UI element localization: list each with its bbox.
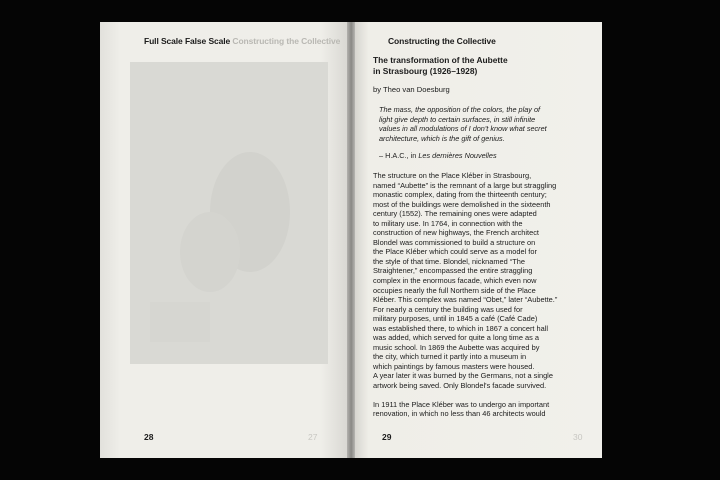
paragraph (373, 171, 583, 391)
quote-line: architecture, which is the gift of genius. (379, 133, 505, 143)
left-folio-ghost: 27 (308, 432, 318, 442)
text-line: was established there, to which in 1867 a concert hall (373, 323, 549, 333)
left-running-head: Full Scale False Scale Constructing the Collective (144, 36, 341, 46)
paragraph (373, 400, 583, 419)
open-book (100, 22, 602, 458)
quote-line: values in all modulations of I don't know what secret (379, 124, 547, 134)
text-line: military purposes, until in 1845 a café (Café Cade) (373, 314, 538, 324)
text-line: In 1911 the Place Kléber was to undergo an important (373, 399, 550, 409)
text-line: the city, which turned it partly into a museum in (373, 352, 527, 362)
book-gutter (347, 22, 355, 458)
text-line: renovation, in which no less than 46 architects would (373, 409, 546, 419)
text-line: was added, which served for quite a long time as a (373, 333, 539, 343)
text-line: named “Aubette” is the remnant of a large but straggling (373, 180, 557, 190)
text-line: Blondel was commissioned to build a structure on (373, 237, 536, 247)
article-title (373, 55, 583, 76)
quote-line: The mass, the opposition of the colors, the play of (379, 105, 541, 114)
faded-photograph-art (130, 62, 328, 364)
attribution-source: Les dernières Nouvelles (418, 151, 497, 161)
right-page (351, 22, 602, 458)
text-line: music school. In 1869 the Aubette was acquired by (373, 342, 540, 352)
left-folio: 28 (144, 432, 154, 442)
faded-photograph (130, 62, 328, 364)
text-line: The structure on the Place Kléber in Strasbourg, (373, 170, 532, 180)
left-page (100, 22, 351, 458)
right-folio-ghost: 30 (573, 432, 583, 442)
quote-line: light give depth to certain surfaces, in still infinite (379, 114, 536, 124)
right-folio: 29 (382, 432, 392, 442)
text-line: A year later it was burned by the Germans, not a single (373, 371, 553, 381)
left-running-head-ghost: Constructing the Collective (232, 36, 341, 46)
text-line: Straightener,” encompassed the entire straggling (373, 266, 533, 276)
article (373, 55, 583, 419)
text-line: century (1552). The remaining ones were adapted (373, 209, 537, 219)
text-line: monastic complex, dating from the thirteenth century; (373, 190, 547, 200)
caption-ghost-1 (130, 372, 132, 379)
text-line: artwork being saved. Only Blondel's facade survived. (373, 381, 547, 390)
epigraph (379, 105, 583, 143)
text-line: most of the buildings were demolished in the sixteenth (373, 199, 551, 209)
text-line: Kléber. This complex was named “Obet,” later “Aubette.” (373, 295, 558, 305)
attribution-prefix: – H.A.C., in (379, 151, 419, 161)
epigraph-attribution (379, 151, 583, 161)
right-running-head: Constructing the Collective (388, 36, 496, 46)
title-line: The transformation of the Aubette (373, 55, 508, 65)
text-line: the style of that time. Blondel, nicknamed “The (373, 256, 525, 266)
text-line: occupies nearly the full Northern side of the Place (373, 285, 536, 295)
text-line: to military use. In 1764, in connection with the (373, 218, 523, 228)
article-body (373, 171, 583, 419)
text-line: For nearly a century the building was used for (373, 304, 523, 314)
byline: by Theo van Doesburg (373, 85, 450, 94)
title-line: in Strasbourg (1926–1928) (373, 65, 478, 76)
text-line: which paintings by famous masters were housed. (373, 361, 535, 371)
text-line: the Place Kléber which could serve as a model for (373, 247, 537, 257)
text-line: construction of new highways, the French architect (373, 228, 539, 238)
text-line: complex in the enormous facade, which even now (373, 275, 537, 285)
